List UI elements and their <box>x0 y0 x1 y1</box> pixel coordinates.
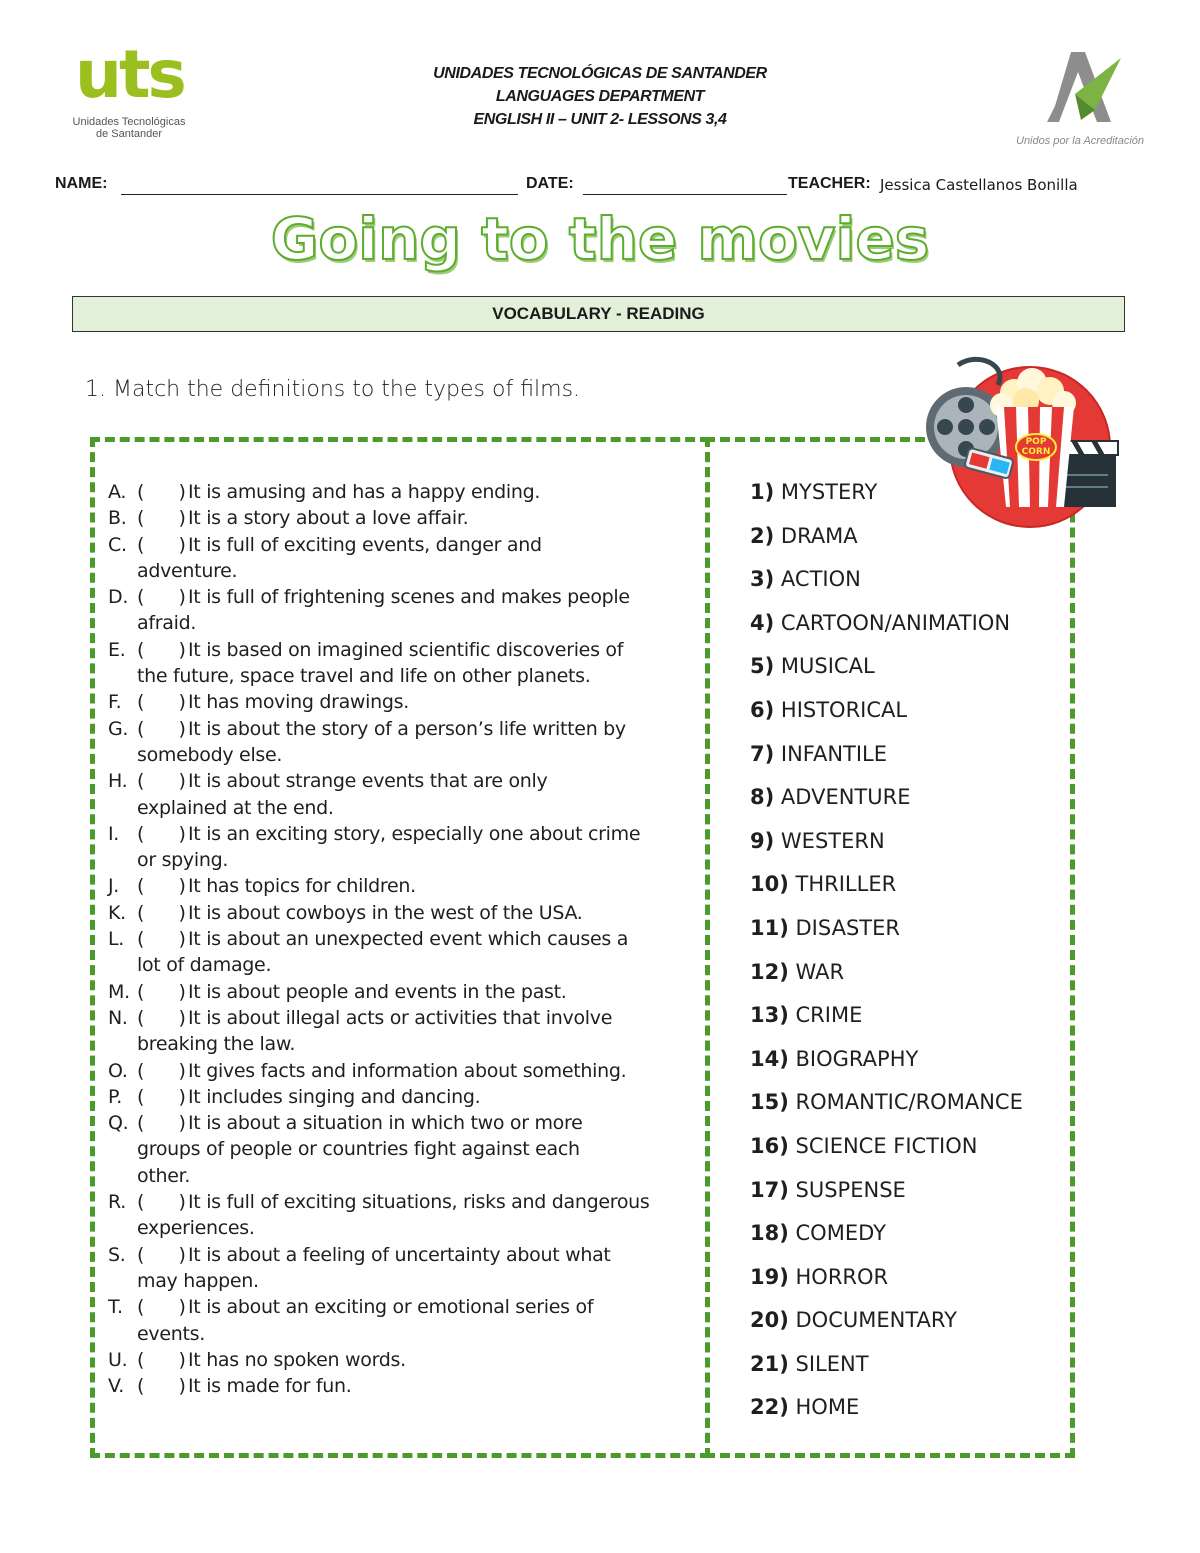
definition-item <box>108 1110 708 1189</box>
uts-logo-subtitle-line1: Unidades Tecnológicas <box>72 116 186 128</box>
definition-text: It is a story about a love affair. <box>188 507 469 530</box>
genre-item <box>750 1001 1070 1045</box>
student-info-row <box>55 175 1145 199</box>
genre-number: 4) <box>750 610 775 635</box>
accreditation-mark-icon <box>1035 50 1125 130</box>
genre-item <box>750 1088 1070 1132</box>
genre-number: 7) <box>750 741 775 766</box>
definition-item <box>108 1294 708 1347</box>
genre-name: HORROR <box>795 1264 889 1289</box>
genre-name: ADVENTURE <box>780 785 911 810</box>
definition-text: It is about an exciting or emotional series of <box>188 1296 594 1319</box>
definition-letter: P. <box>108 1085 122 1108</box>
definition-item <box>108 1373 708 1399</box>
genre-item <box>750 958 1070 1002</box>
genre-item <box>750 1350 1070 1394</box>
answer-blank[interactable]: ( ) <box>137 1375 186 1398</box>
genre-name: DRAMA <box>780 523 858 548</box>
definition-letter: S. <box>108 1243 126 1266</box>
definition-text: It is full of frightening scenes and makes people <box>188 586 630 609</box>
popcorn-label-line2: CORN <box>1021 447 1051 457</box>
answer-blank[interactable]: ( ) <box>137 481 186 503</box>
definition-item <box>108 584 708 637</box>
department-name: LANGUAGES DEPARTMENT <box>495 88 705 105</box>
genre-number: 21) <box>750 1351 789 1376</box>
genre-number: 16) <box>750 1133 789 1158</box>
genre-name: THRILLER <box>795 872 897 897</box>
definition-letter: I. <box>108 822 120 845</box>
definition-item <box>108 1005 708 1058</box>
definition-item <box>108 1084 708 1110</box>
genres-list <box>750 478 1070 1437</box>
answer-blank[interactable]: ( ) <box>137 1085 186 1108</box>
definition-item <box>108 532 708 585</box>
genre-name: ACTION <box>780 567 861 592</box>
genre-name: MYSTERY <box>780 480 878 504</box>
genre-number: 12) <box>750 959 789 984</box>
definition-text-continued: or spying. <box>137 849 229 872</box>
accreditation-logo <box>1005 50 1155 152</box>
genre-name: MUSICAL <box>780 654 875 679</box>
answer-blank[interactable]: ( ) <box>137 875 186 898</box>
definition-text: It is about a feeling of uncertainty about what <box>188 1243 611 1266</box>
genre-number: 1) <box>750 480 775 504</box>
definition-letter: H. <box>108 770 128 793</box>
genre-name: WAR <box>795 959 845 984</box>
page-title: Going to the movies <box>270 205 930 273</box>
definition-letter: N. <box>108 1006 128 1029</box>
definition-text: It is full of exciting situations, risks and dangerous <box>188 1191 650 1214</box>
uts-logo <box>60 36 210 147</box>
teacher-label: TEACHER: <box>788 175 871 192</box>
genre-number: 19) <box>750 1264 789 1289</box>
definition-item <box>108 1058 708 1084</box>
genre-number: 11) <box>750 915 789 940</box>
definition-item <box>108 1242 708 1295</box>
genre-name: CARTOON/ANIMATION <box>780 610 1011 635</box>
definition-letter: G. <box>108 717 129 740</box>
definition-text: It is about strange events that are only <box>188 770 548 793</box>
genre-number: 9) <box>750 828 775 853</box>
answer-blank[interactable]: ( ) <box>137 586 186 609</box>
genre-name: CRIME <box>795 1003 863 1028</box>
genre-number: 6) <box>750 697 775 722</box>
genre-item <box>750 652 1070 696</box>
definition-item <box>108 1347 708 1373</box>
teacher-name: Jessica Castellanos Bonilla <box>880 176 1078 194</box>
genre-item <box>750 740 1070 784</box>
definitions-list <box>108 479 708 1399</box>
uts-logo-mark: uts <box>75 36 184 113</box>
answer-blank[interactable]: ( ) <box>137 1243 186 1266</box>
definition-text-continued: may happen. <box>137 1269 259 1292</box>
genre-number: 13) <box>750 1003 789 1028</box>
definition-text: It is about illegal acts or activities that involve <box>188 1006 613 1029</box>
genre-item <box>750 522 1070 566</box>
definition-item <box>108 689 708 715</box>
definition-text-continued: somebody else. <box>137 743 283 766</box>
definition-text-continued: events. <box>137 1322 205 1345</box>
definition-item <box>108 479 708 505</box>
definition-letter: O. <box>108 1059 128 1082</box>
genre-number: 18) <box>750 1221 789 1246</box>
definition-text: It is about cowboys in the west of the USA. <box>188 901 583 924</box>
genre-item <box>750 565 1070 609</box>
genre-number: 5) <box>750 654 775 679</box>
genre-number: 2) <box>750 523 775 548</box>
definition-text: It is about people and events in the past. <box>188 980 567 1003</box>
definition-text: It is an exciting story, especially one about crime <box>188 822 641 845</box>
genre-name: WESTERN <box>780 828 885 853</box>
accreditation-caption: Unidos por la Acreditación <box>1016 135 1144 147</box>
genre-item <box>750 870 1070 914</box>
genre-name: INFANTILE <box>780 741 888 766</box>
popcorn-label-line1: POP <box>1025 437 1047 447</box>
answer-blank[interactable]: ( ) <box>137 1006 186 1029</box>
answer-blank[interactable]: ( ) <box>137 533 186 556</box>
genre-item <box>750 827 1070 871</box>
genre-item <box>750 1219 1070 1263</box>
genre-name: COMEDY <box>795 1221 886 1246</box>
answer-blank[interactable]: ( ) <box>137 1191 186 1214</box>
definition-item <box>108 1189 708 1242</box>
genre-number: 20) <box>750 1308 789 1333</box>
definition-letter: V. <box>108 1375 124 1398</box>
answer-blank[interactable]: ( ) <box>137 770 186 793</box>
definition-item <box>108 926 708 979</box>
definition-item <box>108 821 708 874</box>
genre-number: 22) <box>750 1395 789 1420</box>
definition-letter: M. <box>108 980 130 1003</box>
name-field-line[interactable] <box>121 194 518 195</box>
definition-letter: C. <box>108 533 127 556</box>
genre-item <box>750 1176 1070 1220</box>
definition-text-continued: breaking the law. <box>137 1033 296 1056</box>
uts-logo-subtitle <box>64 116 194 140</box>
genre-item <box>750 1045 1070 1089</box>
definition-text-continued: explained at the end. <box>137 796 334 819</box>
genre-item <box>750 914 1070 958</box>
definition-text: It is based on imagined scientific discoveries of <box>188 638 624 661</box>
definition-item <box>108 979 708 1005</box>
date-label: DATE: <box>526 175 574 192</box>
answer-blank[interactable]: ( ) <box>137 822 186 845</box>
definition-text: It has topics for children. <box>188 875 416 898</box>
genre-number: 15) <box>750 1090 789 1115</box>
answer-blank[interactable]: ( ) <box>137 1112 186 1135</box>
institution-name: UNIDADES TECNOLÓGICAS DE SANTANDER <box>433 65 767 82</box>
definition-letter: K. <box>108 901 126 924</box>
genre-item <box>750 1263 1070 1307</box>
answer-blank[interactable]: ( ) <box>137 717 186 740</box>
definition-text-continued: adventure. <box>137 559 238 582</box>
definition-letter: Q. <box>108 1112 129 1135</box>
answer-blank[interactable]: ( ) <box>137 901 186 924</box>
genre-name: ROMANTIC/ROMANCE <box>795 1090 1023 1115</box>
definition-letter: T. <box>108 1296 123 1319</box>
answer-blank[interactable]: ( ) <box>137 980 186 1003</box>
genre-item <box>750 1306 1070 1350</box>
definition-letter: L. <box>108 928 125 951</box>
definition-letter: A. <box>108 481 127 503</box>
answer-blank[interactable]: ( ) <box>137 1296 186 1319</box>
course-info: ENGLISH II – UNIT 2- LESSONS 3,4 <box>473 111 727 128</box>
answer-blank[interactable]: ( ) <box>137 691 186 714</box>
genre-name: SCIENCE FICTION <box>795 1133 978 1158</box>
genre-number: 10) <box>750 872 789 897</box>
definition-letter: F. <box>108 691 122 714</box>
genre-name: DISASTER <box>795 915 900 940</box>
definition-letter: U. <box>108 1348 128 1371</box>
exercise-instruction: 1. Match the definitions to the types of films. <box>85 377 581 402</box>
definition-text: It is about an unexpected event which causes a <box>188 928 629 951</box>
name-label: NAME: <box>55 175 108 192</box>
definition-text-continued: experiences. <box>137 1217 255 1240</box>
definition-item <box>108 505 708 531</box>
answer-blank[interactable]: ( ) <box>137 507 186 530</box>
genre-item <box>750 1132 1070 1176</box>
section-heading: VOCABULARY - READING <box>72 296 1125 332</box>
definition-item <box>108 716 708 769</box>
definition-letter: R. <box>108 1191 126 1214</box>
uts-logo-subtitle-line2: de Santander <box>95 128 163 140</box>
definition-letter: B. <box>108 507 127 530</box>
answer-blank[interactable]: ( ) <box>137 1348 186 1371</box>
definition-letter: J. <box>108 875 120 898</box>
genre-number: 3) <box>750 567 775 592</box>
genre-item <box>750 609 1070 653</box>
genre-item <box>750 783 1070 827</box>
date-field-line[interactable] <box>583 194 787 195</box>
answer-blank[interactable]: ( ) <box>137 1059 186 1082</box>
genre-number: 14) <box>750 1046 789 1071</box>
definition-text: It is made for fun. <box>188 1375 352 1398</box>
genre-item <box>750 696 1070 740</box>
definition-text: It includes singing and dancing. <box>188 1085 481 1108</box>
definition-text: It is amusing and has a happy ending. <box>188 481 541 503</box>
genre-item <box>750 478 1070 522</box>
definition-text-continued: groups of people or countries fight against each <box>137 1138 580 1161</box>
genre-number: 17) <box>750 1177 789 1202</box>
genre-name: HOME <box>795 1395 860 1420</box>
definition-text-continued: afraid. <box>137 612 197 635</box>
definition-text: It is about a situation in which two or more <box>188 1112 583 1135</box>
genre-name: SUSPENSE <box>795 1177 906 1202</box>
definition-text: It has no spoken words. <box>188 1348 406 1371</box>
genre-number: 8) <box>750 785 775 810</box>
definition-item <box>108 873 708 899</box>
genre-name: BIOGRAPHY <box>795 1046 919 1071</box>
definition-item <box>108 637 708 690</box>
definition-text: It is full of exciting events, danger and <box>188 533 542 556</box>
genre-name: SILENT <box>795 1351 869 1376</box>
genre-item <box>750 1393 1070 1437</box>
definition-item <box>108 900 708 926</box>
genre-name: HISTORICAL <box>780 697 908 722</box>
answer-blank[interactable]: ( ) <box>137 638 186 661</box>
definition-letter: D. <box>108 586 129 609</box>
definition-text-continued: lot of damage. <box>137 954 272 977</box>
institution-header <box>300 62 900 131</box>
definition-text: It has moving drawings. <box>188 691 409 714</box>
definition-text-continued: other. <box>137 1164 191 1187</box>
definition-text: It gives facts and information about something. <box>188 1059 627 1082</box>
definition-letter: E. <box>108 638 126 661</box>
definition-item <box>108 768 708 821</box>
answer-blank[interactable]: ( ) <box>137 928 186 951</box>
genre-name: DOCUMENTARY <box>795 1308 957 1333</box>
definition-text-continued: the future, space travel and life on other planets. <box>137 665 591 688</box>
definition-text: It is about the story of a person’s life written by <box>188 717 626 740</box>
